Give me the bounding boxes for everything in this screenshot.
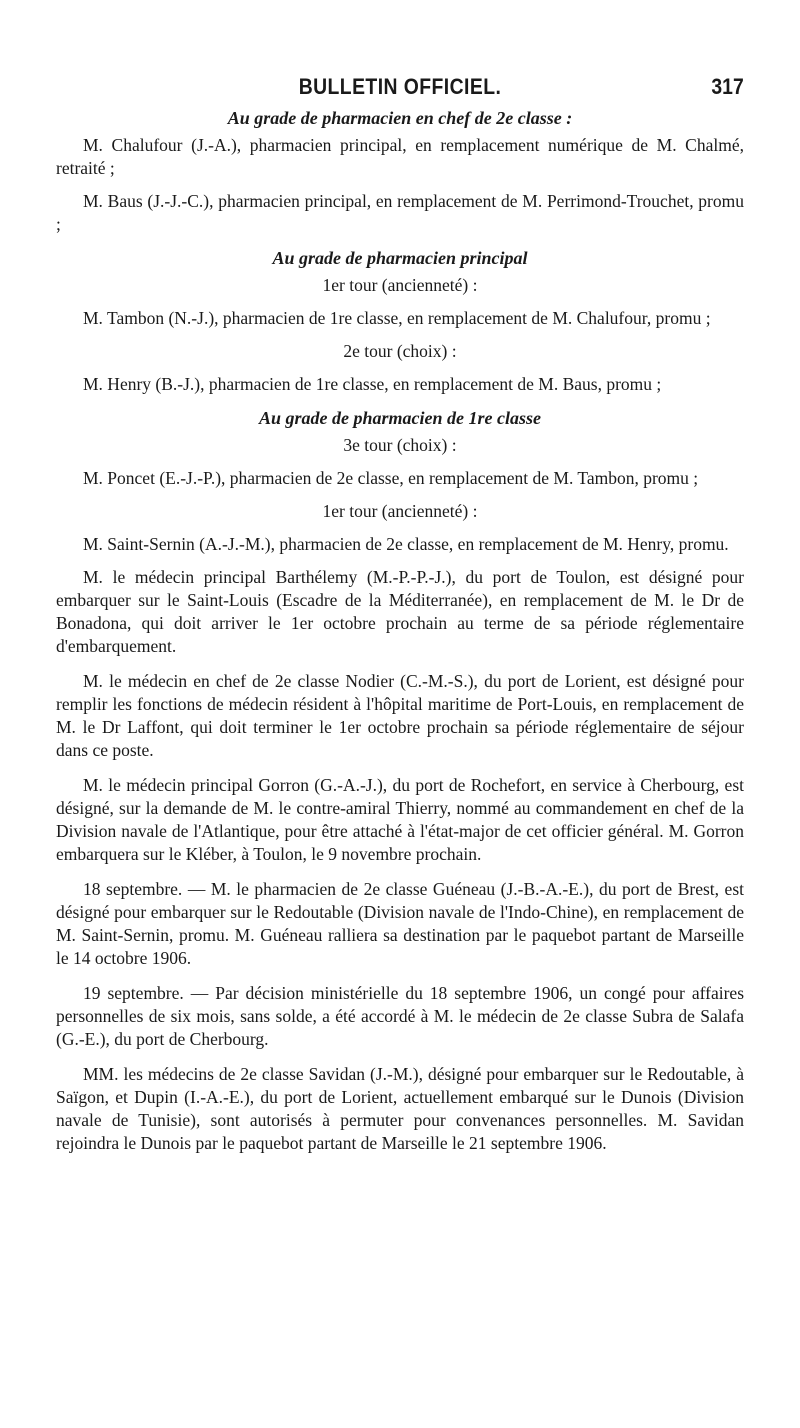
- heading-pharmacien-1re: Au grade de pharmacien de 1re classe: [259, 408, 541, 428]
- tour-1-anciennete: 1er tour (ancienneté) :: [322, 275, 478, 295]
- paragraph-gorron: M. le médecin principal Gorron (G.-A.-J.), du port de Rochefort, en service à Cherbourg, est désigné, sur la demande de M. le contre-amiral Thierry, nommé au commandement en chef de la Division navale de l'Atlantique, pour être attaché à l'état-major de cet officier général. M. Gorron embarquera sur le Kléber, à Toulon, le 9 novembre prochain.: [56, 775, 744, 864]
- entry-tambon: M. Tambon (N.-J.), pharmacien de 1re classe, en remplacement de M. Chalufour, promu ;: [83, 308, 711, 328]
- heading-pharmacien-chef: Au grade de pharmacien en chef de 2e classe :: [227, 108, 573, 128]
- page-number: 317: [711, 74, 744, 99]
- paragraph-barthelemy: M. le médecin principal Barthélemy (M.-P.-P.-J.), du port de Toulon, est désigné pour embarquer sur le Saint-Louis (Escadre de la Méditerranée), en remplacement de M. le Dr de Bonadona, qui doit arriver le 1er octobre prochain au terme de sa période réglementaire d'embarquement.: [56, 567, 744, 656]
- paragraph-savidan-dupin: MM. les médecins de 2e classe Savidan (J.-M.), désigné pour embarquer sur le Redoutable, à Saïgon, et Dupin (I.-A.-E.), du port de Lorient, actuellement embarqué sur le Dunois (Division navale de Tunisie), sont autorisés à permuter pour convenances personnelles. M. Savidan rejoindra le Dunois par le paquebot partant de Marseille le 21 septembre 1906.: [56, 1064, 744, 1153]
- tour-2-choix: 2e tour (choix) :: [343, 341, 457, 361]
- tour-1-anciennete-2: 1er tour (ancienneté) :: [322, 501, 478, 521]
- paragraph-18-septembre: 18 septembre. — M. le pharmacien de 2e classe Guéneau (J.-B.-A.-E.), du port de Brest, est désigné pour embarquer sur le Redoutable (Division navale de l'Indo-Chine), en remplacement de M. Saint-Sernin, promu. M. Guéneau ralliera sa destination par le paquebot partant de Marseille le 14 octobre 1906.: [56, 879, 744, 968]
- entry-poncet: M. Poncet (E.-J.-P.), pharmacien de 2e classe, en remplacement de M. Tambon, promu ;: [83, 468, 699, 488]
- entry-henry: M. Henry (B.-J.), pharmacien de 1re classe, en remplacement de M. Baus, promu ;: [83, 374, 662, 394]
- paragraph-nodier: M. le médecin en chef de 2e classe Nodier (C.-M.-S.), du port de Lorient, est désigné pour remplir les fonctions de médecin résident à l'hôpital maritime de Port-Louis, en remplacement de M. le Dr Laffont, qui doit terminer le 1er octobre prochain sa période réglementaire de séjour dans ce poste.: [56, 671, 744, 760]
- document-page: [56, 70, 744, 1167]
- paragraph-19-septembre: 19 septembre. — Par décision ministérielle du 18 septembre 1906, un congé pour affaires personnelles de six mois, sans solde, a été accordé à M. le médecin de 2e classe Subra de Salafa (G.-E.), du port de Cherbourg.: [56, 983, 744, 1049]
- running-title: BULLETIN OFFICIEL.: [298, 74, 502, 99]
- heading-pharmacien-principal: Au grade de pharmacien principal: [272, 248, 528, 268]
- entry-chalufour: M. Chalufour (J.-A.), pharmacien principal, en remplacement numérique de M. Chalmé, retraité ;: [56, 135, 744, 178]
- entry-saint-sernin: M. Saint-Sernin (A.-J.-M.), pharmacien de 2e classe, en remplacement de M. Henry, promu.: [83, 534, 729, 554]
- tour-3-choix: 3e tour (choix) :: [343, 435, 457, 455]
- page-header: [56, 70, 744, 106]
- entry-baus: M. Baus (J.-J.-C.), pharmacien principal, en remplacement de M. Perrimond-Trouchet, promu ;: [56, 191, 744, 234]
